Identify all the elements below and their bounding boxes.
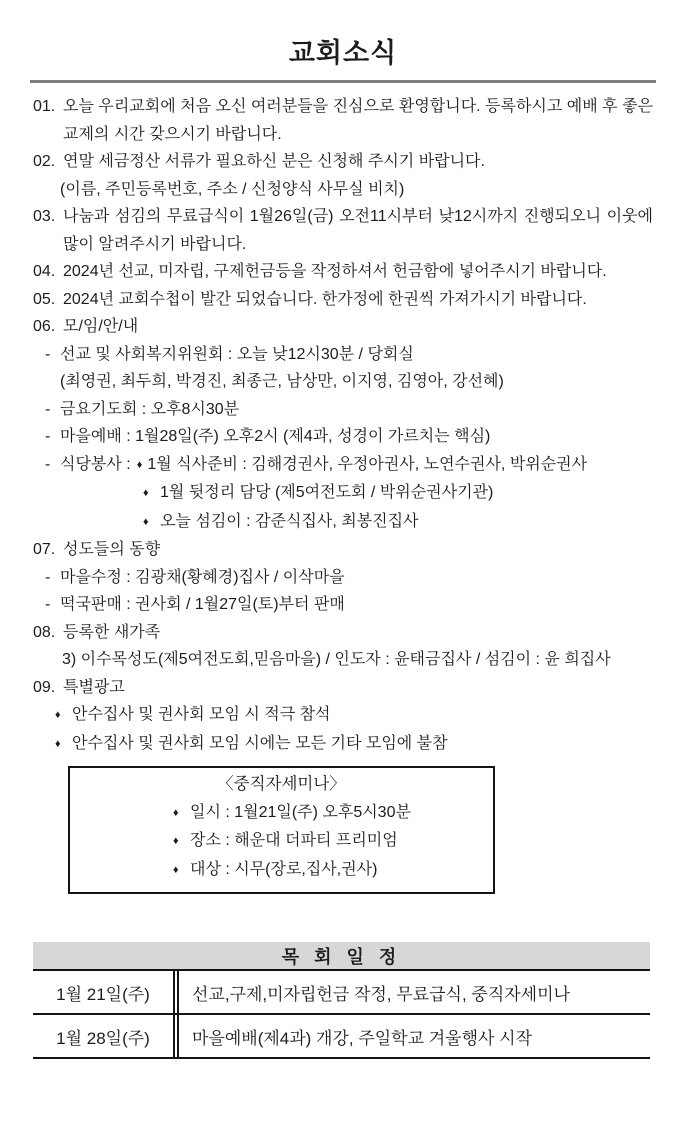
seminar-item-date bbox=[70, 799, 493, 828]
sub-item-text: 안수집사 및 권사회 모임 시에는 모든 기타 모임에 불참 bbox=[72, 734, 448, 752]
seminar-item-text: 대상 : 시무(장로,집사,권사) bbox=[190, 860, 378, 878]
notice-06-sub-friday-prayer bbox=[33, 396, 653, 424]
notice-number: 09. bbox=[33, 678, 56, 696]
notice-text: 2024년 교회수첩이 발간 되었습니다. 한가정에 한권씩 가져가시기 바랍니다. bbox=[63, 290, 587, 308]
sub-item-text: 1월 뒷정리 담당 (제5여전도회 / 박위순권사기관) bbox=[160, 484, 494, 501]
seminar-box bbox=[68, 766, 495, 894]
notice-number: 06. bbox=[33, 318, 56, 335]
notice-text: 나눔과 섬김의 무료급식이 1월26일(금) 오전11시부터 낮12시까지 진행되오니 이웃에 많이 알려주시기 바랍니다. bbox=[63, 208, 653, 253]
notice-04 bbox=[33, 258, 653, 286]
sub-item-text: 마을수정 : 김광채(황혜경)집사 / 이삭마을 bbox=[60, 568, 345, 586]
diamond-bullet-icon: ♦ bbox=[143, 487, 149, 499]
notice-08 bbox=[33, 619, 653, 647]
sub-item-text: 오늘 섬김이 : 감준식집사, 최봉진집사 bbox=[160, 512, 419, 530]
notice-06-dining-cleanup bbox=[33, 479, 653, 508]
dash-bullet-icon: - bbox=[45, 596, 51, 613]
notice-text: 모/임/안/내 bbox=[63, 318, 139, 335]
sub-item-text: 마을예배 : 1월28일(주) 오후2시 (제4과, 성경이 가르치는 핵심) bbox=[60, 428, 491, 445]
diamond-bullet-icon: ♦ bbox=[55, 709, 61, 721]
diamond-bullet-icon: ♦ bbox=[173, 835, 179, 847]
sub-item-text: 1월 식사준비 : 김해경권사, 우정아권사, 노연수권사, 박위순권사 bbox=[147, 455, 588, 473]
schedule-table bbox=[33, 942, 650, 1059]
dash-bullet-icon: - bbox=[45, 345, 51, 363]
notice-03 bbox=[33, 203, 653, 258]
notice-09-absent bbox=[33, 730, 653, 759]
notice-text: 오늘 우리교회에 처음 오신 여러분들을 진심으로 환영합니다. 등록하시고 예배 후 좋은교제의 시간 갖으시기 바랍니다. bbox=[63, 98, 653, 143]
notice-07 bbox=[33, 536, 653, 564]
notice-text: 2024년 선교, 미자립, 구제헌금등을 작정하셔서 헌금함에 넣어주시기 바랍니다. bbox=[63, 263, 607, 280]
diamond-bullet-icon: ♦ bbox=[136, 458, 143, 471]
notice-number: 07. bbox=[33, 541, 56, 558]
seminar-item-text: 장소 : 해운대 더파티 프리미엄 bbox=[190, 832, 398, 849]
notice-07-sub-village-change bbox=[33, 564, 653, 592]
seminar-title: 〈중직자세미나〉 bbox=[217, 775, 346, 793]
notice-05 bbox=[33, 286, 653, 314]
document-page bbox=[0, 38, 680, 1059]
sub-item-text: 금요기도회 : 오후8시30분 bbox=[60, 400, 240, 418]
sub-item-text: 선교 및 사회복지위원회 : 오늘 낮12시30분 / 당회실 bbox=[60, 345, 414, 363]
seminar-item-place bbox=[70, 827, 493, 856]
notice-number: 01. bbox=[33, 98, 56, 115]
sub-item-label: 식당봉사 : bbox=[60, 455, 131, 473]
page-title: 교회소식 bbox=[288, 38, 398, 68]
notice-text: 연말 세금정산 서류가 필요하신 분은 신청해 주시기 바랍니다. bbox=[63, 153, 485, 170]
notice-text: 특별광고 bbox=[63, 678, 125, 696]
title-divider bbox=[30, 80, 656, 83]
dash-bullet-icon: - bbox=[45, 455, 51, 473]
dash-bullet-icon: - bbox=[45, 400, 51, 418]
notice-06-sub-dining-service bbox=[33, 451, 653, 480]
notice-06-sub-village-worship bbox=[33, 423, 653, 451]
notice-number: 04. bbox=[33, 263, 56, 280]
notice-text: 등록한 새가족 bbox=[63, 623, 161, 641]
dash-bullet-icon: - bbox=[45, 568, 51, 586]
schedule-row bbox=[33, 1015, 650, 1059]
schedule-row bbox=[33, 971, 650, 1015]
notice-02-note: (이름, 주민등록번호, 주소 / 신청양식 사무실 비치) bbox=[60, 180, 405, 198]
notice-number: 08. bbox=[33, 623, 56, 641]
diamond-bullet-icon: ♦ bbox=[173, 806, 179, 819]
notice-number: 02. bbox=[33, 153, 56, 170]
diamond-bullet-icon: ♦ bbox=[55, 737, 61, 750]
notice-01 bbox=[33, 93, 653, 148]
schedule-date-cell: 1월 28일(주) bbox=[56, 1028, 150, 1048]
schedule-date-cell: 1월 21일(주) bbox=[56, 984, 150, 1004]
notice-06-sub-committee bbox=[33, 341, 653, 369]
notice-08-new-family: 3) 이수목성도(제5여전도회,믿음마을) / 인도자 : 윤태금집사 / 섬김이 : 윤 희집사 bbox=[62, 651, 611, 668]
notice-text: 성도들의 동향 bbox=[63, 541, 161, 558]
schedule-header: 목 회 일 정 bbox=[33, 942, 650, 971]
notice-number: 03. bbox=[33, 208, 56, 225]
notice-06 bbox=[33, 313, 653, 341]
diamond-bullet-icon: ♦ bbox=[143, 515, 149, 528]
notice-09 bbox=[33, 674, 653, 702]
notice-06-committee-members: (최영권, 최두희, 박경진, 최종근, 남상만, 이지영, 김영아, 강선혜) bbox=[60, 373, 504, 390]
notice-06-dining-today bbox=[33, 508, 653, 537]
diamond-bullet-icon: ♦ bbox=[173, 863, 179, 876]
notice-09-attend bbox=[33, 701, 653, 730]
notice-number: 05. bbox=[33, 290, 56, 308]
notice-07-sub-rice-cake-sale bbox=[33, 591, 653, 619]
notice-02 bbox=[33, 148, 653, 176]
schedule-event-cell: 마을예배(제4과) 개강, 주일학교 겨울행사 시작 bbox=[192, 1028, 532, 1048]
schedule-event-cell: 선교,구제,미자립헌금 작정, 무료급식, 중직자세미나 bbox=[192, 984, 570, 1004]
sub-item-text: 안수집사 및 권사회 모임 시 적극 참석 bbox=[72, 706, 331, 723]
seminar-item-target bbox=[70, 856, 493, 885]
sub-item-text: 떡국판매 : 권사회 / 1월27일(토)부터 판매 bbox=[60, 596, 345, 613]
dash-bullet-icon: - bbox=[45, 428, 51, 445]
seminar-item-text: 일시 : 1월21일(주) 오후5시30분 bbox=[190, 803, 411, 821]
